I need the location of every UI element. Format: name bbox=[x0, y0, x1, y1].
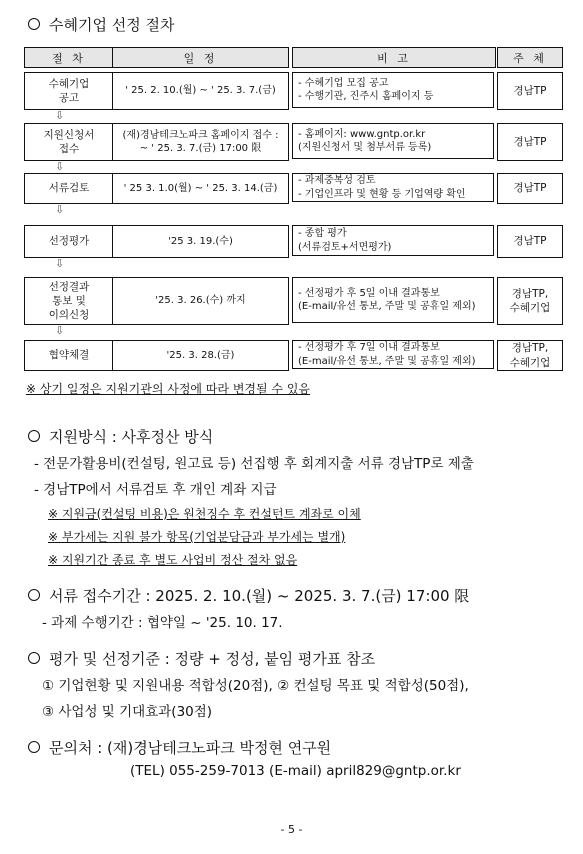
section2-note3: ※ 지원기간 종료 후 별도 사업비 정산 절차 없음 bbox=[48, 553, 298, 567]
down-arrow-icon: ⇩ bbox=[55, 203, 65, 216]
step-cell: 선정결과 통보 및 이의신청 bbox=[24, 277, 114, 325]
date-cell: ' 25 3. 1.0(월) ~ ' 25. 3. 14.(금) bbox=[112, 173, 289, 204]
section5-title: 문의처 : (재)경남테크노파크 박정현 연구원 bbox=[49, 739, 332, 757]
section3-title: 서류 접수기간 : 2025. 2. 10.(월) ~ 2025. 3. 7.(금) 17:00 限 bbox=[49, 587, 470, 605]
down-arrow-icon: ⇩ bbox=[55, 257, 65, 270]
section2-title: 지원방식 : 사후정산 방식 bbox=[49, 428, 214, 446]
remark-cell: - 선정평가 후 5일 이내 결과통보 (E-mail/유선 통보, 주말 및 공휴일 제외) bbox=[292, 277, 494, 323]
down-arrow-icon: ⇩ bbox=[55, 324, 65, 337]
section1-title: 수혜기업 선정 절차 bbox=[49, 16, 175, 34]
header-date: 일 정 bbox=[112, 47, 289, 68]
step-cell: 서류검토 bbox=[24, 173, 114, 204]
step-cell: 협약체결 bbox=[24, 340, 114, 371]
remark-cell: - 수혜기업 모집 공고 - 수행기관, 진주시 홈페이지 등 bbox=[292, 72, 494, 108]
down-arrow-icon: ⇩ bbox=[55, 160, 65, 173]
section4-title: 평가 및 선정기준 : 정량 + 정성, 붙임 평가표 참조 bbox=[49, 650, 376, 668]
down-arrow-icon: ⇩ bbox=[55, 109, 65, 122]
remark-cell: - 홈페이지: www.gntp.or.kr (지원신청서 및 첨부서류 등록) bbox=[292, 123, 494, 159]
section3-line1: - 과제 수행기간 : 협약일 ~ '25. 10. 17. bbox=[42, 615, 283, 631]
header-step: 절 차 bbox=[24, 47, 114, 68]
section4-line2: ③ 사업성 및 기대효과(30점) bbox=[42, 704, 213, 720]
date-cell: '25 3. 19.(수) bbox=[112, 225, 289, 258]
header-remark: 비 고 bbox=[292, 47, 496, 68]
circle-bullet-icon bbox=[28, 589, 40, 601]
section3-title-line bbox=[28, 585, 469, 606]
date-cell: (재)경남테크노파크 홈페이지 접수 : ~ ' 25. 3. 7.(금) 17:00 限 bbox=[112, 123, 289, 161]
section2-line1: - 전문가활용비(컨설팅, 원고료 등) 선집행 후 회계지출 서류 경남TP로 제출 bbox=[34, 456, 474, 472]
header-actor: 주 체 bbox=[497, 47, 563, 68]
circle-bullet-icon bbox=[28, 741, 40, 753]
remark-cell: - 종합 평가 (서류검토+서면평가) bbox=[292, 225, 494, 256]
step-cell: 선정평가 bbox=[24, 225, 114, 258]
circle-bullet-icon bbox=[28, 652, 40, 664]
date-cell: ' 25. 2. 10.(월) ~ ' 25. 3. 7.(금) bbox=[112, 72, 289, 110]
actor-cell: 경남TP bbox=[497, 225, 563, 258]
step-cell: 지원신청서 접수 bbox=[24, 123, 114, 161]
date-cell: '25. 3. 26.(수) 까지 bbox=[112, 277, 289, 325]
actor-cell: 경남TP bbox=[497, 173, 563, 204]
section1-title-line bbox=[28, 14, 174, 35]
actor-cell: 경남TP, 수혜기업 bbox=[497, 340, 563, 371]
section2-note2: ※ 부가세는 지원 불가 항목(기업분담금과 부가세는 별개) bbox=[48, 530, 346, 544]
remark-cell: - 선정평가 후 7일 이내 결과통보 (E-mail/유선 통보, 주말 및 공휴일 제외) bbox=[292, 340, 494, 369]
actor-cell: 경남TP, 수혜기업 bbox=[497, 277, 563, 325]
actor-cell: 경남TP bbox=[497, 72, 563, 110]
circle-bullet-icon bbox=[28, 18, 40, 30]
circle-bullet-icon bbox=[28, 430, 40, 442]
section2-note1: ※ 지원금(컨설팅 비용)은 원천징수 후 컨설턴트 계좌로 이체 bbox=[48, 507, 361, 521]
section5-title-line bbox=[28, 737, 331, 758]
page-number: - 5 - bbox=[280, 823, 303, 836]
section4-title-line bbox=[28, 648, 375, 669]
remark-cell: - 과제중복성 검토 - 기업인프라 및 현황 등 기업역량 확인 bbox=[292, 173, 494, 202]
section4-line1: ① 기업현황 및 지원내용 적합성(20점), ② 컨설팅 목표 및 적합성(50점), bbox=[42, 678, 469, 694]
date-cell: '25. 3. 28.(금) bbox=[112, 340, 289, 371]
schedule-footnote: ※ 상기 일정은 지원기관의 사정에 따라 변경될 수 있음 bbox=[26, 382, 311, 396]
contact-info: (TEL) 055-259-7013 (E-mail) april829@gntp.or.kr bbox=[130, 763, 461, 779]
section2-title-line bbox=[28, 426, 213, 447]
section2-line2: - 경남TP에서 서류검토 후 개인 계좌 지급 bbox=[34, 482, 277, 498]
actor-cell: 경남TP bbox=[497, 123, 563, 161]
step-cell: 수혜기업 공고 bbox=[24, 72, 114, 110]
